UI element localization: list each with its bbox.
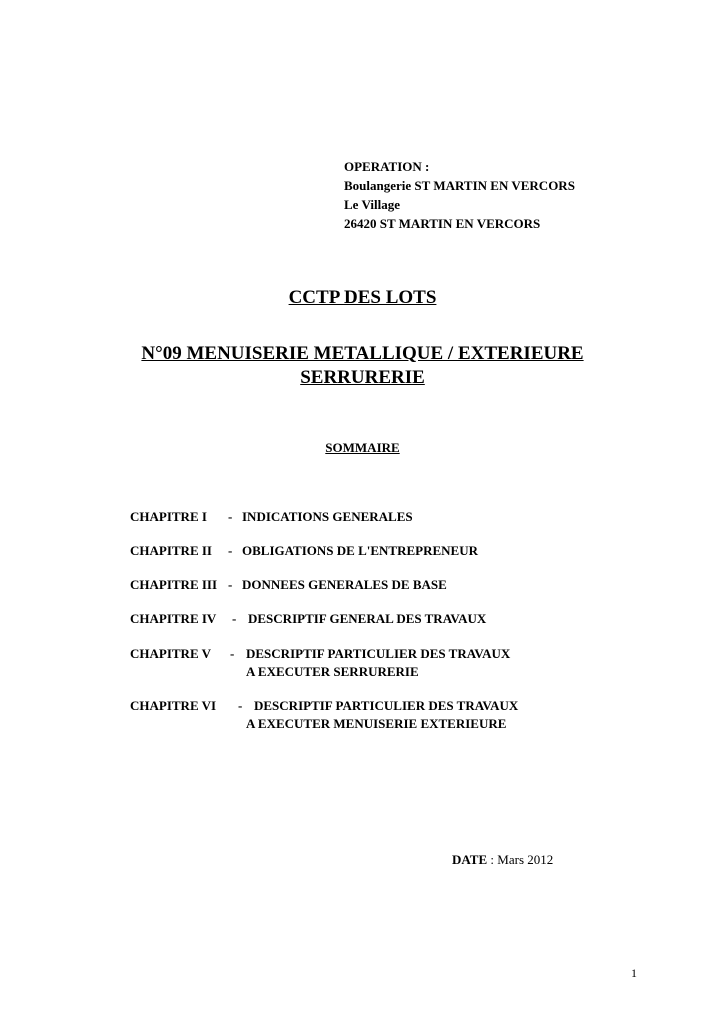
chapter-separator: - xyxy=(232,611,237,626)
lot-title-line-1: N°09 MENUISERIE METALLIQUE / EXTERIEURE xyxy=(141,343,584,364)
chapter-number: CHAPITRE VI xyxy=(130,698,217,713)
operation-line: Boulangerie ST MARTIN EN VERCORS xyxy=(344,178,575,193)
sommaire-heading: SOMMAIRE xyxy=(325,440,400,455)
chapter-title-continuation: A EXECUTER SERRURERIE xyxy=(246,664,419,679)
chapter-number: CHAPITRE I xyxy=(130,509,207,524)
operation-label: OPERATION : xyxy=(344,159,430,174)
operation-line: Le Village xyxy=(344,197,400,212)
document-date xyxy=(452,852,553,868)
operation-block xyxy=(344,157,575,233)
chapter-title: DESCRIPTIF PARTICULIER DES TRAVAUX xyxy=(254,698,519,713)
chapter-separator: - xyxy=(228,577,233,592)
chapter-separator: - xyxy=(230,646,235,661)
chapter-title: INDICATIONS GENERALES xyxy=(242,509,413,524)
chapter-entry-6 xyxy=(130,697,518,733)
page-number: 1 xyxy=(631,966,637,980)
chapter-entry-1 xyxy=(130,508,413,526)
document-title: CCTP DES LOTS xyxy=(288,287,437,308)
chapter-number: CHAPITRE II xyxy=(130,543,212,558)
chapter-separator: - xyxy=(228,543,233,558)
chapter-separator: - xyxy=(238,698,243,713)
date-value: Mars 2012 xyxy=(497,852,554,867)
chapter-title: DESCRIPTIF GENERAL DES TRAVAUX xyxy=(248,611,487,626)
chapter-separator: - xyxy=(228,509,233,524)
chapter-entry-4 xyxy=(130,610,486,628)
chapter-number: CHAPITRE IV xyxy=(130,611,217,626)
chapter-entry-5 xyxy=(130,645,510,681)
chapter-title: OBLIGATIONS DE L'ENTREPRENEUR xyxy=(242,543,478,558)
lot-title-line-2: SERRURERIE xyxy=(300,367,425,388)
operation-line: 26420 ST MARTIN EN VERCORS xyxy=(344,216,541,231)
chapter-entry-2 xyxy=(130,542,478,560)
date-label: DATE xyxy=(452,852,488,867)
chapter-title: DESCRIPTIF PARTICULIER DES TRAVAUX xyxy=(246,646,511,661)
date-separator: : xyxy=(487,852,498,867)
chapter-title: DONNEES GENERALES DE BASE xyxy=(242,577,447,592)
chapter-title-continuation: A EXECUTER MENUISERIE EXTERIEURE xyxy=(246,716,507,731)
chapter-number: CHAPITRE V xyxy=(130,646,212,661)
chapter-entry-3 xyxy=(130,576,447,594)
chapter-number: CHAPITRE III xyxy=(130,577,218,592)
